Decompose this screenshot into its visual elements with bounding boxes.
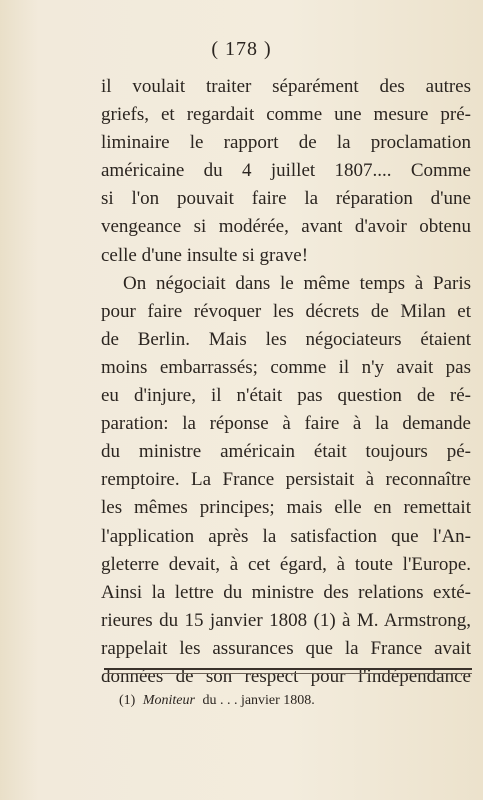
footnote-marker: (1) xyxy=(119,693,136,708)
text-line: du ministre américain était toujours pé- xyxy=(101,441,471,463)
text-line: gleterre devait, à cet égard, à toute l'Europe. xyxy=(101,553,471,575)
text-line: eu d'injure, il n'était pas question de ré- xyxy=(101,385,471,407)
text-line: données de son respect pour l'indépendance xyxy=(101,665,471,687)
text-line: vengeance si modérée, avant d'avoir obtenu xyxy=(101,216,471,238)
footnote xyxy=(119,693,319,709)
footnote-source: Moniteur xyxy=(142,693,195,708)
footnote-text: du . . . janvier 1808. xyxy=(202,693,315,708)
footnote-divider-thin xyxy=(104,673,472,674)
page-number: ( 178 ) xyxy=(211,38,272,60)
text-line: pour faire révoquer les décrets de Milan et xyxy=(101,300,471,322)
text-line: l'application après la satisfaction que l'An- xyxy=(101,525,471,547)
text-line: liminaire le rapport de la proclamation xyxy=(101,132,471,154)
text-line: de Berlin. Mais les négociateurs étaient xyxy=(101,328,471,350)
text-line: moins embarrassés; comme il n'y avait pas xyxy=(101,356,471,378)
text-line: américaine du 4 juillet 1807.... Comme xyxy=(101,160,471,182)
text-line: remptoire. La France persistait à reconnaître xyxy=(101,469,471,491)
text-line: rieures du 15 janvier 1808 (1) à M. Armstrong, xyxy=(101,609,471,631)
text-line: si l'on pouvait faire la réparation d'une xyxy=(101,188,471,210)
text-line: griefs, et regardait comme une mesure pré- xyxy=(101,104,471,126)
text-line: il voulait traiter séparément des autres xyxy=(101,76,471,97)
text-line: paration: la réponse à faire à la demande xyxy=(101,413,471,435)
text-line: Ainsi la lettre du ministre des relations exté- xyxy=(101,581,471,603)
text-line: rappelait les assurances que la France avait xyxy=(101,637,471,659)
footnote-divider xyxy=(104,668,472,670)
text-line: celle d'une insulte si grave! xyxy=(101,244,309,266)
text-line: les mêmes principes; mais elle en remettait xyxy=(101,497,471,519)
body-text xyxy=(101,73,471,691)
paragraph-start-line: On négociait dans le même temps à Paris xyxy=(123,272,471,294)
